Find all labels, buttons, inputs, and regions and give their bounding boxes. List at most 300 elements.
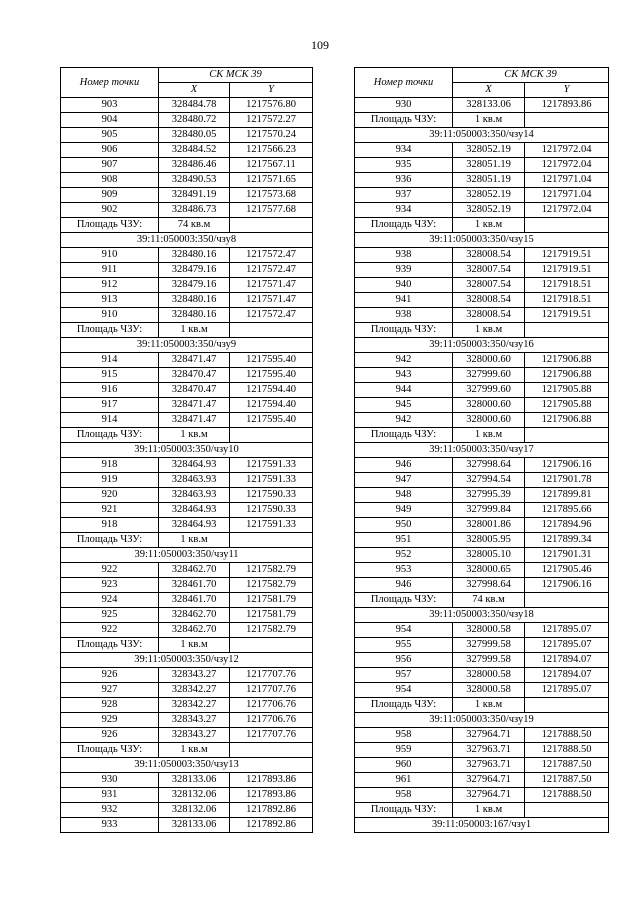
x-coordinate-cell: 327963.71	[453, 758, 525, 773]
area-value: 1 кв.м	[453, 698, 525, 713]
y-coordinate-cell: 1217892.86	[230, 803, 313, 818]
point-number-cell: 914	[61, 353, 159, 368]
table-row	[61, 518, 313, 533]
point-number-cell: 922	[61, 563, 159, 578]
table-row	[61, 623, 313, 638]
section-heading: 39:11:050003:350/чзу16	[355, 338, 609, 353]
y-coordinate-cell: 1217888.50	[525, 743, 609, 758]
x-coordinate-cell: 328484.78	[159, 98, 230, 113]
section-row	[61, 758, 313, 773]
point-number-cell: 930	[61, 773, 159, 788]
table-row	[355, 248, 609, 263]
x-coordinate-cell: 327998.64	[453, 458, 525, 473]
y-coordinate-cell: 1217571.47	[230, 278, 313, 293]
table-row	[355, 743, 609, 758]
y-coordinate-cell: 1217566.23	[230, 143, 313, 158]
y-coordinate-cell: 1217707.76	[230, 683, 313, 698]
x-coordinate-cell: 328463.93	[159, 488, 230, 503]
area-value: 1 кв.м	[453, 428, 525, 443]
area-value: 1 кв.м	[159, 428, 230, 443]
table-row	[61, 248, 313, 263]
table-row	[61, 173, 313, 188]
y-coordinate-cell: 1217892.86	[230, 818, 313, 833]
y-coordinate-cell: 1217706.76	[230, 698, 313, 713]
area-empty-cell	[230, 323, 313, 338]
x-coordinate-cell: 328052.19	[453, 203, 525, 218]
x-coordinate-cell: 328471.47	[159, 398, 230, 413]
area-value: 1 кв.м	[159, 638, 230, 653]
y-coordinate-cell: 1217899.81	[525, 488, 609, 503]
point-number-cell: 910	[61, 308, 159, 323]
x-coordinate-cell: 328052.19	[453, 143, 525, 158]
y-coordinate-cell: 1217895.66	[525, 503, 609, 518]
x-coordinate-cell: 328051.19	[453, 158, 525, 173]
area-empty-cell	[230, 428, 313, 443]
coordinates-table-left	[60, 67, 313, 833]
area-row	[355, 698, 609, 713]
y-coordinate-cell: 1217895.07	[525, 623, 609, 638]
x-coordinate-cell: 328132.06	[159, 788, 230, 803]
x-coordinate-cell: 328470.47	[159, 368, 230, 383]
area-label: Площадь ЧЗУ:	[355, 803, 453, 818]
y-coordinate-cell: 1217972.04	[525, 143, 609, 158]
section-row	[355, 443, 609, 458]
y-coordinate-cell: 1217888.50	[525, 728, 609, 743]
y-coordinate-cell: 1217894.07	[525, 668, 609, 683]
area-value: 1 кв.м	[159, 743, 230, 758]
coordinates-table-right	[354, 67, 609, 833]
area-row	[355, 428, 609, 443]
x-coordinate-cell: 328005.95	[453, 533, 525, 548]
table-row	[61, 293, 313, 308]
x-coordinate-cell: 327964.71	[453, 788, 525, 803]
table-row	[61, 128, 313, 143]
table-row	[61, 458, 313, 473]
point-number-cell: 916	[61, 383, 159, 398]
y-column-header: Y	[230, 83, 313, 98]
point-number-cell: 904	[61, 113, 159, 128]
point-number-cell: 935	[355, 158, 453, 173]
y-coordinate-cell: 1217567.11	[230, 158, 313, 173]
area-row	[355, 218, 609, 233]
point-number-cell: 924	[61, 593, 159, 608]
y-coordinate-cell: 1217919.51	[525, 263, 609, 278]
area-label: Площадь ЧЗУ:	[61, 638, 159, 653]
y-coordinate-cell: 1217905.88	[525, 383, 609, 398]
x-coordinate-cell: 328000.60	[453, 398, 525, 413]
x-coordinate-cell: 328008.54	[453, 248, 525, 263]
area-empty-cell	[230, 743, 313, 758]
y-coordinate-cell: 1217893.86	[525, 98, 609, 113]
y-coordinate-cell: 1217571.47	[230, 293, 313, 308]
table-row	[355, 638, 609, 653]
point-number-cell: 931	[61, 788, 159, 803]
table-row	[355, 368, 609, 383]
x-coordinate-cell: 328462.70	[159, 608, 230, 623]
table-row	[355, 758, 609, 773]
area-empty-cell	[525, 803, 609, 818]
coordinates-table-left-body	[61, 98, 313, 833]
point-number-cell: 938	[355, 248, 453, 263]
table-row	[61, 728, 313, 743]
x-coordinate-cell: 327999.60	[453, 368, 525, 383]
y-coordinate-cell: 1217571.65	[230, 173, 313, 188]
area-empty-cell	[230, 533, 313, 548]
area-empty-cell	[525, 218, 609, 233]
section-heading: 39:11:050003:350/чзу9	[61, 338, 313, 353]
y-coordinate-cell: 1217906.16	[525, 578, 609, 593]
x-coordinate-cell: 328463.93	[159, 473, 230, 488]
x-coordinate-cell: 328462.70	[159, 563, 230, 578]
point-number-cell: 938	[355, 308, 453, 323]
table-row	[61, 353, 313, 368]
point-number-cell: 929	[61, 713, 159, 728]
x-coordinate-cell: 327999.58	[453, 638, 525, 653]
y-coordinate-cell: 1217918.51	[525, 293, 609, 308]
area-label: Площадь ЧЗУ:	[355, 113, 453, 128]
area-empty-cell	[525, 113, 609, 128]
area-label: Площадь ЧЗУ:	[355, 323, 453, 338]
x-coordinate-cell: 328480.16	[159, 248, 230, 263]
x-coordinate-cell: 328471.47	[159, 413, 230, 428]
area-label: Площадь ЧЗУ:	[61, 533, 159, 548]
point-number-cell: 951	[355, 533, 453, 548]
table-row	[355, 293, 609, 308]
x-coordinate-cell: 328001.86	[453, 518, 525, 533]
x-coordinate-cell: 328000.65	[453, 563, 525, 578]
table-row	[61, 263, 313, 278]
x-coordinate-cell: 328342.27	[159, 698, 230, 713]
point-number-cell: 936	[355, 173, 453, 188]
table-row	[61, 488, 313, 503]
area-row	[61, 638, 313, 653]
section-row	[355, 338, 609, 353]
point-number-cell: 955	[355, 638, 453, 653]
table-row	[61, 473, 313, 488]
y-coordinate-cell: 1217591.33	[230, 518, 313, 533]
x-coordinate-cell: 327999.84	[453, 503, 525, 518]
point-number-cell: 903	[61, 98, 159, 113]
area-row	[61, 323, 313, 338]
x-coordinate-cell: 327964.71	[453, 773, 525, 788]
point-number-cell: 943	[355, 368, 453, 383]
table-row	[61, 368, 313, 383]
point-number-cell: 933	[61, 818, 159, 833]
area-label: Площадь ЧЗУ:	[61, 428, 159, 443]
point-number-cell: 956	[355, 653, 453, 668]
y-coordinate-cell: 1217581.79	[230, 593, 313, 608]
area-value: 1 кв.м	[453, 218, 525, 233]
y-coordinate-cell: 1217577.68	[230, 203, 313, 218]
point-number-cell: 914	[61, 413, 159, 428]
area-empty-cell	[230, 218, 313, 233]
section-row	[355, 128, 609, 143]
table-row	[61, 203, 313, 218]
x-coordinate-cell: 328000.58	[453, 683, 525, 698]
table-row	[61, 98, 313, 113]
y-coordinate-cell: 1217572.27	[230, 113, 313, 128]
x-coordinate-cell: 328480.16	[159, 308, 230, 323]
point-number-cell: 961	[355, 773, 453, 788]
area-value: 1 кв.м	[159, 533, 230, 548]
area-value: 74 кв.м	[453, 593, 525, 608]
table-row	[61, 308, 313, 323]
table-row	[61, 788, 313, 803]
y-coordinate-cell: 1217572.47	[230, 263, 313, 278]
table-row	[355, 563, 609, 578]
table-row	[355, 668, 609, 683]
y-coordinate-cell: 1217582.79	[230, 623, 313, 638]
x-coordinate-cell: 328490.53	[159, 173, 230, 188]
y-coordinate-cell: 1217707.76	[230, 668, 313, 683]
point-number-cell: 907	[61, 158, 159, 173]
area-value: 1 кв.м	[453, 323, 525, 338]
y-coordinate-cell: 1217971.04	[525, 188, 609, 203]
section-row	[355, 818, 609, 833]
table-row	[355, 143, 609, 158]
point-number-cell: 919	[61, 473, 159, 488]
table-row	[61, 683, 313, 698]
section-row	[61, 233, 313, 248]
table-row	[61, 803, 313, 818]
area-row	[355, 323, 609, 338]
y-coordinate-cell: 1217576.80	[230, 98, 313, 113]
point-number-cell: 921	[61, 503, 159, 518]
area-empty-cell	[525, 323, 609, 338]
table-row	[355, 308, 609, 323]
point-number-cell: 918	[61, 518, 159, 533]
y-coordinate-cell: 1217894.96	[525, 518, 609, 533]
coordinate-system-header: СК МСК 39	[159, 68, 313, 83]
y-coordinate-cell: 1217918.51	[525, 278, 609, 293]
point-number-cell: 946	[355, 458, 453, 473]
section-row	[355, 233, 609, 248]
y-coordinate-cell: 1217971.04	[525, 173, 609, 188]
y-coordinate-cell: 1217919.51	[525, 308, 609, 323]
table-row	[355, 188, 609, 203]
y-coordinate-cell: 1217972.04	[525, 203, 609, 218]
x-coordinate-cell: 328484.52	[159, 143, 230, 158]
x-coordinate-cell: 328051.19	[453, 173, 525, 188]
x-coordinate-cell: 328480.72	[159, 113, 230, 128]
table-row	[61, 383, 313, 398]
point-number-cell: 920	[61, 488, 159, 503]
y-coordinate-cell: 1217905.46	[525, 563, 609, 578]
y-coordinate-cell: 1217591.33	[230, 458, 313, 473]
section-row	[61, 548, 313, 563]
area-row	[355, 803, 609, 818]
table-row	[355, 503, 609, 518]
table-row	[355, 533, 609, 548]
x-coordinate-cell: 328000.58	[453, 623, 525, 638]
y-coordinate-cell: 1217905.88	[525, 398, 609, 413]
table-row	[355, 578, 609, 593]
table-row	[355, 98, 609, 113]
section-row	[355, 608, 609, 623]
point-number-cell: 928	[61, 698, 159, 713]
table-row	[61, 773, 313, 788]
table-row	[355, 263, 609, 278]
point-number-cell: 926	[61, 668, 159, 683]
point-number-cell: 922	[61, 623, 159, 638]
y-coordinate-cell: 1217572.47	[230, 308, 313, 323]
area-empty-cell	[525, 593, 609, 608]
table-row	[61, 578, 313, 593]
point-number-cell: 912	[61, 278, 159, 293]
area-empty-cell	[230, 638, 313, 653]
area-row	[355, 593, 609, 608]
table-row	[355, 728, 609, 743]
x-coordinate-cell: 328000.60	[453, 413, 525, 428]
table-row	[61, 593, 313, 608]
table-row	[61, 278, 313, 293]
point-number-cell: 925	[61, 608, 159, 623]
x-coordinate-cell: 328479.16	[159, 278, 230, 293]
section-heading: 39:11:050003:350/чзу13	[61, 758, 313, 773]
area-label: Площадь ЧЗУ:	[355, 593, 453, 608]
table-row	[61, 158, 313, 173]
point-number-cell: 958	[355, 728, 453, 743]
point-number-cell: 911	[61, 263, 159, 278]
table-row	[61, 398, 313, 413]
x-coordinate-cell: 327998.64	[453, 578, 525, 593]
area-value: 1 кв.м	[453, 113, 525, 128]
x-coordinate-cell: 328486.46	[159, 158, 230, 173]
area-row	[355, 113, 609, 128]
area-row	[61, 428, 313, 443]
area-row	[61, 218, 313, 233]
x-coordinate-cell: 327999.58	[453, 653, 525, 668]
area-label: Площадь ЧЗУ:	[61, 218, 159, 233]
table-row	[355, 683, 609, 698]
point-number-cell: 918	[61, 458, 159, 473]
area-value: 1 кв.м	[159, 323, 230, 338]
y-coordinate-cell: 1217595.40	[230, 413, 313, 428]
point-number-cell: 932	[61, 803, 159, 818]
point-number-cell: 947	[355, 473, 453, 488]
table-row	[61, 563, 313, 578]
point-number-cell: 917	[61, 398, 159, 413]
y-coordinate-cell: 1217707.76	[230, 728, 313, 743]
section-heading: 39:11:050003:167/чзу1	[355, 818, 609, 833]
area-empty-cell	[525, 428, 609, 443]
y-coordinate-cell: 1217906.88	[525, 353, 609, 368]
x-coordinate-cell: 328461.70	[159, 578, 230, 593]
y-column-header: Y	[525, 83, 609, 98]
x-coordinate-cell: 328480.16	[159, 293, 230, 308]
x-coordinate-cell: 328133.06	[453, 98, 525, 113]
x-column-header: X	[453, 83, 525, 98]
area-label: Площадь ЧЗУ:	[355, 218, 453, 233]
table-row	[61, 668, 313, 683]
x-coordinate-cell: 328052.19	[453, 188, 525, 203]
point-number-cell: 930	[355, 98, 453, 113]
point-number-cell: 944	[355, 383, 453, 398]
x-coordinate-cell: 328007.54	[453, 278, 525, 293]
point-number-cell: 913	[61, 293, 159, 308]
point-number-cell: 910	[61, 248, 159, 263]
table-row	[355, 203, 609, 218]
y-coordinate-cell: 1217573.68	[230, 188, 313, 203]
table-row	[61, 818, 313, 833]
y-coordinate-cell: 1217582.79	[230, 563, 313, 578]
y-coordinate-cell: 1217594.40	[230, 383, 313, 398]
x-coordinate-cell: 328133.06	[159, 773, 230, 788]
table-row	[61, 713, 313, 728]
table-row	[355, 458, 609, 473]
table-row	[61, 188, 313, 203]
x-coordinate-cell: 328000.58	[453, 668, 525, 683]
y-coordinate-cell: 1217895.07	[525, 638, 609, 653]
y-coordinate-cell: 1217590.33	[230, 503, 313, 518]
table-row	[355, 518, 609, 533]
table-row	[355, 473, 609, 488]
x-coordinate-cell: 327964.71	[453, 728, 525, 743]
point-number-cell: 942	[355, 353, 453, 368]
section-heading: 39:11:050003:350/чзу11	[61, 548, 313, 563]
table-row	[61, 503, 313, 518]
x-coordinate-cell: 328132.06	[159, 803, 230, 818]
y-coordinate-cell: 1217906.16	[525, 458, 609, 473]
x-coordinate-cell: 328007.54	[453, 263, 525, 278]
coordinates-table-right-body	[355, 98, 609, 833]
page-number: 109	[311, 38, 329, 52]
section-heading: 39:11:050003:350/чзу10	[61, 443, 313, 458]
point-number-cell: 902	[61, 203, 159, 218]
area-empty-cell	[525, 698, 609, 713]
coordinate-system-header: СК МСК 39	[453, 68, 609, 83]
y-coordinate-cell: 1217887.50	[525, 773, 609, 788]
table-row	[355, 653, 609, 668]
table-row	[355, 173, 609, 188]
y-coordinate-cell: 1217895.07	[525, 683, 609, 698]
section-heading: 39:11:050003:350/чзу8	[61, 233, 313, 248]
y-coordinate-cell: 1217572.47	[230, 248, 313, 263]
y-coordinate-cell: 1217899.34	[525, 533, 609, 548]
section-heading: 39:11:050003:350/чзу18	[355, 608, 609, 623]
table-row	[355, 398, 609, 413]
point-number-cell: 934	[355, 143, 453, 158]
area-label: Площадь ЧЗУ:	[355, 428, 453, 443]
section-row	[61, 443, 313, 458]
x-coordinate-cell: 328491.19	[159, 188, 230, 203]
point-number-cell: 905	[61, 128, 159, 143]
point-number-cell: 940	[355, 278, 453, 293]
point-number-cell: 923	[61, 578, 159, 593]
x-coordinate-cell: 328470.47	[159, 383, 230, 398]
y-coordinate-cell: 1217594.40	[230, 398, 313, 413]
y-coordinate-cell: 1217906.88	[525, 413, 609, 428]
y-coordinate-cell: 1217906.88	[525, 368, 609, 383]
point-number-cell: 945	[355, 398, 453, 413]
point-number-cell: 946	[355, 578, 453, 593]
point-number-cell: 954	[355, 683, 453, 698]
point-number-cell: 949	[355, 503, 453, 518]
table-row	[61, 143, 313, 158]
point-number-cell: 927	[61, 683, 159, 698]
point-number-cell: 953	[355, 563, 453, 578]
x-coordinate-cell: 328464.93	[159, 518, 230, 533]
x-coordinate-cell: 328008.54	[453, 308, 525, 323]
point-number-cell: 959	[355, 743, 453, 758]
section-heading: 39:11:050003:350/чзу19	[355, 713, 609, 728]
point-number-cell: 915	[61, 368, 159, 383]
table-row	[355, 158, 609, 173]
x-coordinate-cell: 327999.60	[453, 383, 525, 398]
table-row	[355, 278, 609, 293]
x-coordinate-cell: 328486.73	[159, 203, 230, 218]
section-row	[61, 653, 313, 668]
